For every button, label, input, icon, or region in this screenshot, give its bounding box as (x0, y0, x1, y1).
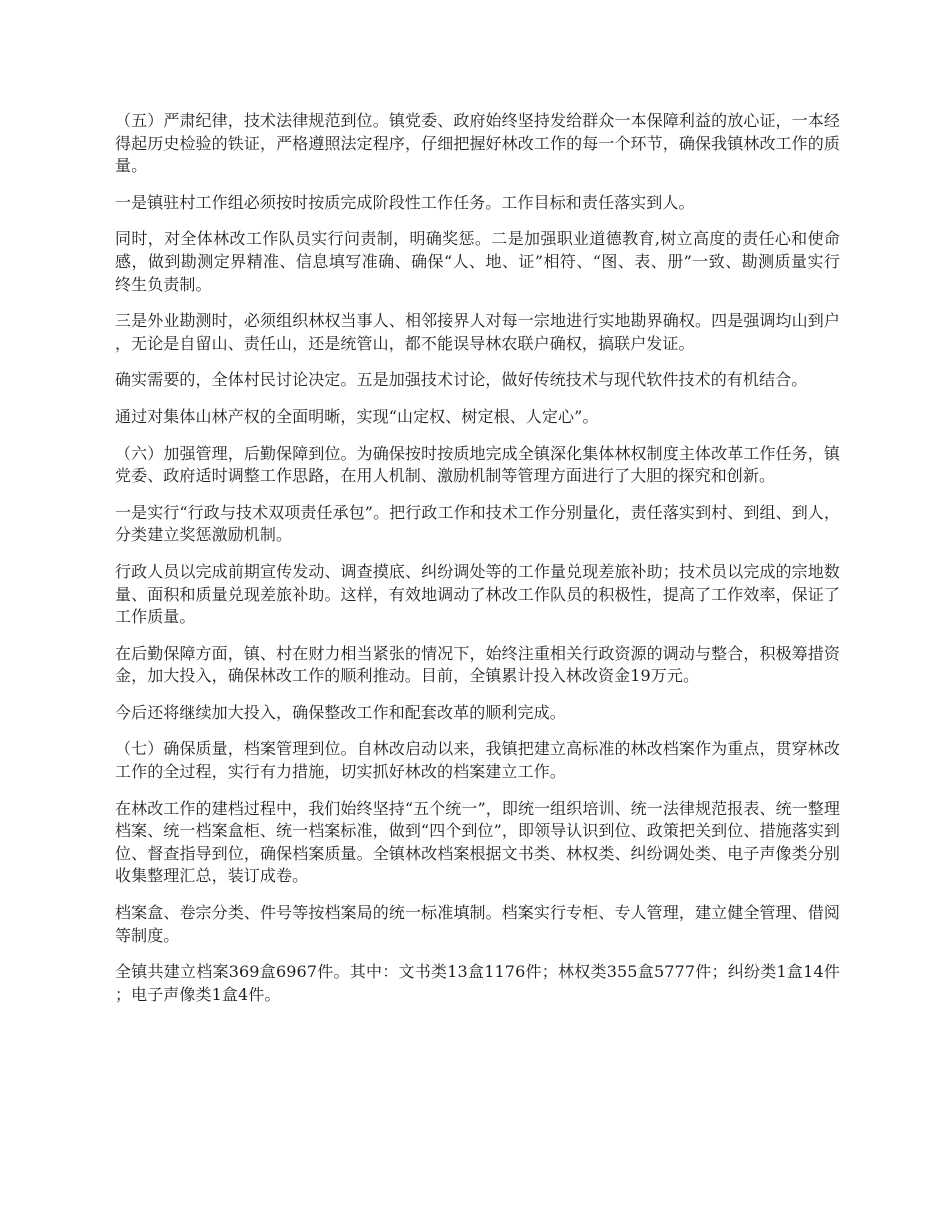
paragraph: 通过对集体山林产权的全面明晰，实现“山定权、树定根、人定心”。 (115, 406, 599, 426)
paragraph: 同时，对全体林改工作队员实行问责制，明确奖惩。二是加强职业道德教育,树立高度的责任心和使命感，做到勘测定界精准、信息填写准确、确保“人、地、证”相符、“图、表、册”一致、勘测质量实行终生负责制。 (115, 229, 840, 294)
paragraph-section-6-heading: （六）加强管理，后勤保障到位。为确保按时按质地完成全镇深化集体林权制度主体改革工作任务，镇党委、政府适时调整工作思路，在用人机制、激励机制等管理方面进行了大胆的探究和创新。 (115, 443, 840, 486)
paragraph: 一是实行“行政与技术双项责任承包”。把行政工作和技术工作分别量化，责任落实到村、到组、到人，分类建立奖惩激励机制。 (115, 502, 840, 545)
paragraph: 确实需要的，全体村民讨论决定。五是加强技术讨论，做好传统技术与现代软件技术的有机结合。 (115, 370, 808, 390)
paragraph-section-5-heading: （五）严肃纪律，技术法律规范到位。镇党委、政府始终坚持发给群众一本保障利益的放心证，一本经得起历史检验的铁证，严格遵照法定程序，仔细把握好林改工作的每一个环节，确保我镇林改工作的质量。 (115, 111, 840, 176)
paragraph: 在后勤保障方面，镇、村在财力相当紧张的情况下，始终注重相关行政资源的调动与整合，积极筹措资金，加大投入，确保林改工作的顺利推动。目前，全镇累计投入林改资金19万元。 (115, 643, 840, 686)
paragraph: 全镇共建立档案369盒6967件。其中：文书类13盒1176件；林权类355盒5777件；纠纷类1盒14件；电子声像类1盒4件。 (115, 962, 840, 1004)
paragraph: 行政人员以完成前期宣传发动、调查摸底、纠纷调处等的工作量兑现差旅补助；技术员以完成的宗地数量、面积和质量兑现差旅补助。这样，有效地调动了林改工作队员的积极性，提高了工作效率，保证了工作质量。 (115, 561, 840, 627)
document-body (115, 110, 840, 1020)
paragraph: 三是外业勘测时，必须组织林权当事人、相邻接界人对每一宗地进行实地勘界确权。四是强调均山到户，无论是自留山、责任山，还是统管山，都不能误导林农联户确权，搞联户发证。 (115, 311, 840, 353)
paragraph-section-7-heading: （七）确保质量，档案管理到位。自林改启动以来，我镇把建立高标准的林改档案作为重点，贯穿林改工作的全过程，实行有力措施，切实抓好林改的档案建立工作。 (115, 739, 840, 782)
paragraph: 一是镇驻村工作组必须按时按质完成阶段性工作任务。工作目标和责任落实到人。 (115, 192, 695, 212)
paragraph: 今后还将继续加大投入，确保整改工作和配套改革的顺利完成。 (115, 702, 566, 722)
paragraph: 档案盒、卷宗分类、件号等按档案局的统一标准填制。档案实行专柜、专人管理，建立健全管理、借阅等制度。 (115, 903, 840, 945)
paragraph: 在林改工作的建档过程中，我们始终坚持“五个统一”，即统一组织培训、统一法律规范报表、统一整理档案、统一档案盒柜、统一档案标准，做到“四个到位”，即领导认识到位、政策把关到位、措施落实到位、督查指导到位，确保档案质量。全镇林改档案根据文书类、林权类、纠纷调处类、电子声像类分别收集整理汇总，装订成卷。 (115, 798, 840, 886)
